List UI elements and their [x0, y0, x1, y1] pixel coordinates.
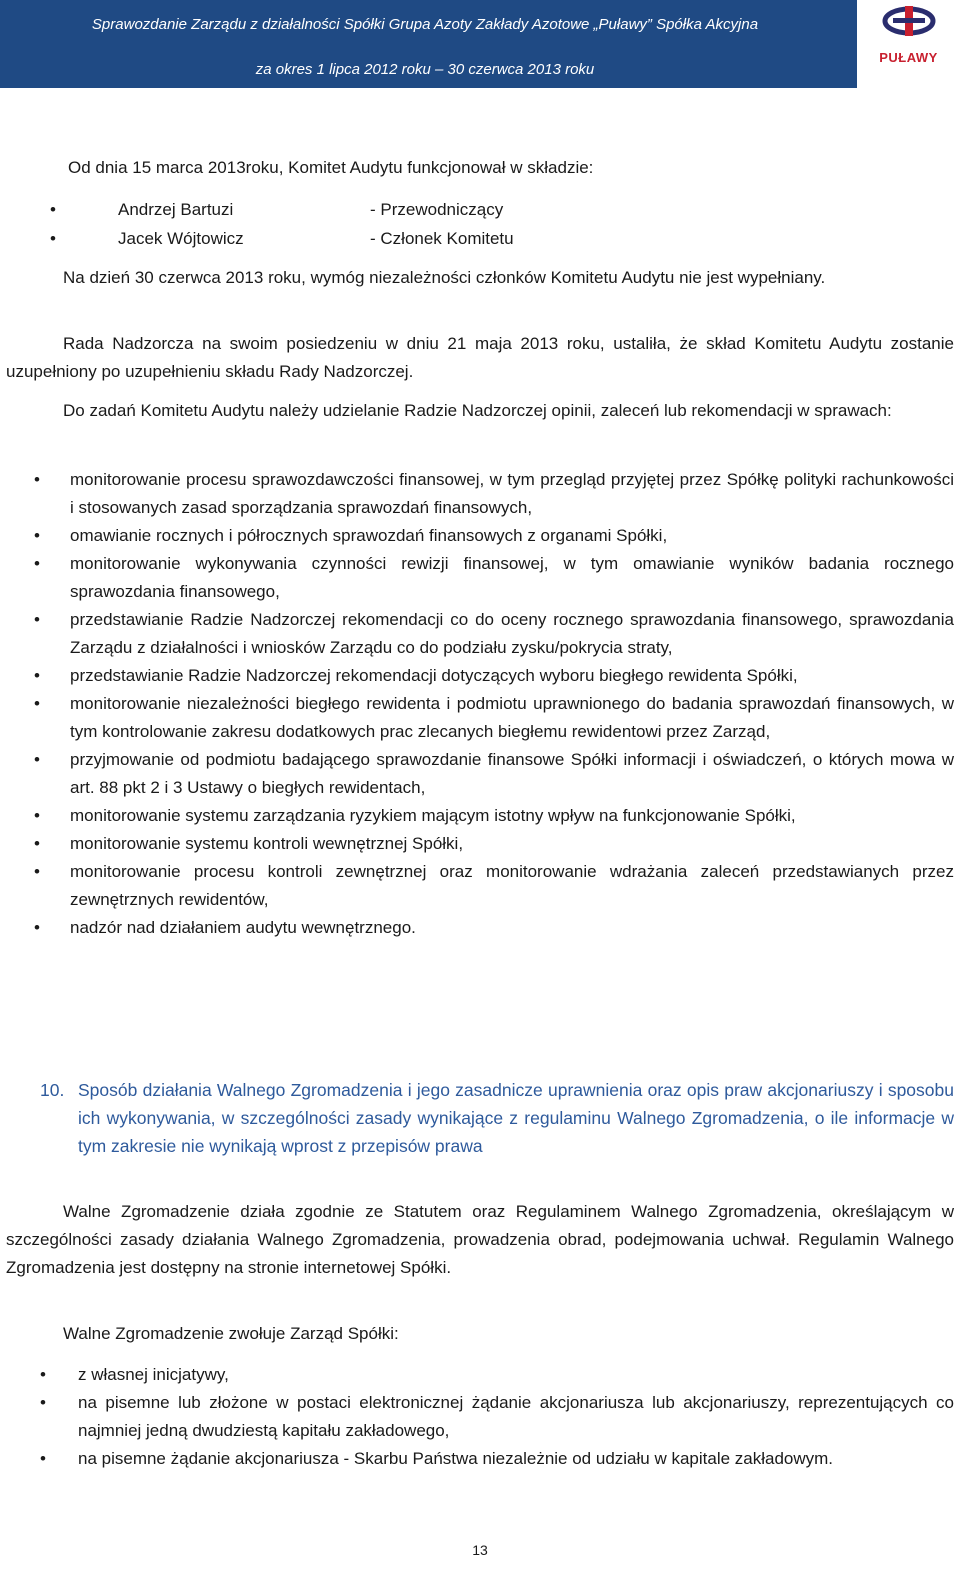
list-item-text: przedstawianie Radzie Nadzorczej rekomendacji co do oceny rocznego sprawozdania finansowego, sprawozdania Zarządu z działalności i wniosków Zarządu co do podziału zysku/pokrycia straty,: [70, 610, 954, 657]
list-item: [0, 1445, 960, 1473]
list-item: [0, 606, 960, 662]
list-item-text: monitorowanie systemu zarządzania ryzykiem mającym istotny wpływ na funkcjonowanie Spółki,: [70, 806, 796, 825]
list-item-text: monitorowanie niezależności biegłego rewidenta i podmiotu uprawnionego do badania sprawozdań finansowych, w tym kontrolowanie zakresu dodatkowych prac zlecanych biegłemu rewidentowi przez Zarząd,: [70, 694, 954, 741]
section-10-body: Walne Zgromadzenie działa zgodnie ze Statutem oraz Regulaminem Walnego Zgromadzenia, określającym w szczególności zasady działania Walnego Zgromadzenia, prowadzenia obrad, podejmowania uchwał. Regulamin Walnego Zgromadzenia jest dostępny na stronie internetowej Spółki.: [6, 1202, 954, 1277]
list-item: [0, 802, 960, 830]
tasks-list: [0, 466, 960, 942]
bullet: •: [34, 806, 40, 825]
list-item: [0, 466, 960, 522]
pulawy-logo-icon: [879, 4, 939, 50]
list-item: [0, 746, 960, 802]
list-item: [0, 690, 960, 746]
bullet: •: [34, 918, 40, 937]
tasks-intro: Do zadań Komitetu Audytu należy udzielanie Radzie Nadzorczej opinii, zaleceń lub rekomendacji w sprawach:: [63, 401, 892, 420]
list-item-text: przyjmowanie od podmiotu badającego sprawozdanie finansowe Spółki informacji i oświadczeń, o których mowa w art. 88 pkt 2 i 3 Ustawy o biegłych rewidentach,: [70, 750, 954, 797]
bullet: •: [34, 554, 40, 573]
member-row: [0, 225, 960, 253]
list-item-text: omawianie rocznych i półrocznych sprawozdań finansowych z organami Spółki,: [70, 526, 668, 545]
member-role: - Przewodniczący: [370, 200, 504, 219]
bullet: •: [40, 1365, 46, 1384]
member-row: [0, 196, 960, 224]
company-logo: [857, 0, 960, 88]
list-item: [0, 1361, 960, 1389]
logo-text: PUŁAWY: [879, 50, 938, 65]
member-name: Andrzej Bartuzi: [118, 200, 234, 219]
convene-list: [0, 1361, 960, 1473]
list-item: [0, 858, 960, 914]
member-name: Jacek Wójtowicz: [118, 229, 244, 248]
bullet: •: [40, 1393, 46, 1412]
bullet: •: [40, 1449, 46, 1468]
list-item-text: monitorowanie procesu sprawozdawczości finansowej, w tym przegląd przyjętej przez Spółkę polityki rachunkowości i stosowanych zasad sporządzania sprawozdań finansowych,: [70, 470, 954, 517]
header-period: za okres 1 lipca 2012 roku – 30 czerwca 2013 roku: [255, 61, 595, 78]
list-item: [0, 914, 960, 942]
bullet: •: [34, 862, 40, 881]
section-number: 10.: [40, 1080, 65, 1100]
bullet: •: [34, 694, 40, 713]
convene-intro: Walne Zgromadzenie zwołuje Zarząd Spółki:: [63, 1324, 399, 1343]
list-item-text: przedstawianie Radzie Nadzorczej rekomendacji dotyczących wyboru biegłego rewidenta Spółki,: [70, 666, 798, 685]
bullet: •: [34, 666, 40, 685]
section-10-heading: [40, 1076, 954, 1188]
list-item-text: monitorowanie systemu kontroli wewnętrznej Spółki,: [70, 834, 464, 853]
list-item-text: na pisemne lub złożone w postaci elektronicznej żądanie akcjonariusza lub akcjonariuszy, reprezentujących co najmniej jedną dwudziestą kapitału zakładowego,: [78, 1393, 954, 1440]
bullet: •: [34, 470, 40, 489]
section-title: Sposób działania Walnego Zgromadzenia i jego zasadnicze uprawnienia oraz opis praw akcjonariuszy i sposobu ich wykonywania, w szczególności zasady wynikające z regulaminu Walnego Zgromadzenia, o ile informacje w tym zakresie nie wynikają wprost z przepisów prawa: [78, 1080, 954, 1156]
list-item: [0, 1389, 960, 1445]
committee-intro: Od dnia 15 marca 2013roku, Komitet Audytu funkcjonował w składzie:: [68, 158, 594, 177]
list-item: [0, 830, 960, 858]
list-item: [0, 662, 960, 690]
member-role: - Członek Komitetu: [370, 229, 514, 248]
bullet: •: [34, 526, 40, 545]
list-item-text: monitorowanie procesu kontroli zewnętrznej oraz monitorowanie wdrażania zaleceń przedstawianych przez zewnętrznych rewidentów,: [70, 862, 954, 909]
completion-paragraph: Rada Nadzorcza na swoim posiedzeniu w dniu 21 maja 2013 roku, ustaliła, że skład Komitetu Audytu zostanie uzupełniony po uzupełnieniu składu Rady Nadzorczej.: [6, 334, 954, 381]
bullet: •: [34, 610, 40, 629]
list-item: [0, 522, 960, 550]
bullet: •: [34, 834, 40, 853]
bullet: •: [50, 200, 56, 219]
list-item-text: na pisemne żądanie akcjonariusza - Skarbu Państwa niezależnie od udziału w kapitale zakładowym.: [78, 1449, 834, 1468]
document-header: [0, 0, 960, 88]
list-item-text: nadzór nad działaniem audytu wewnętrznego.: [70, 918, 416, 937]
list-item: [0, 550, 960, 606]
list-item-text: monitorowanie wykonywania czynności rewizji finansowej, w tym omawianie wyników badania rocznego sprawozdania finansowego,: [70, 554, 954, 601]
list-item-text: z własnej inicjatywy,: [78, 1365, 229, 1384]
independence-paragraph: Na dzień 30 czerwca 2013 roku, wymóg niezależności członków Komitetu Audytu nie jest wypełniany.: [63, 268, 826, 287]
page-number: 13: [472, 1542, 488, 1558]
header-title: Sprawozdanie Zarządu z działalności Spółki Grupa Azoty Zakłady Azotowe „Puławy” Spółka Akcyjna: [91, 16, 759, 33]
bullet: •: [34, 750, 40, 769]
bullet: •: [50, 229, 56, 248]
